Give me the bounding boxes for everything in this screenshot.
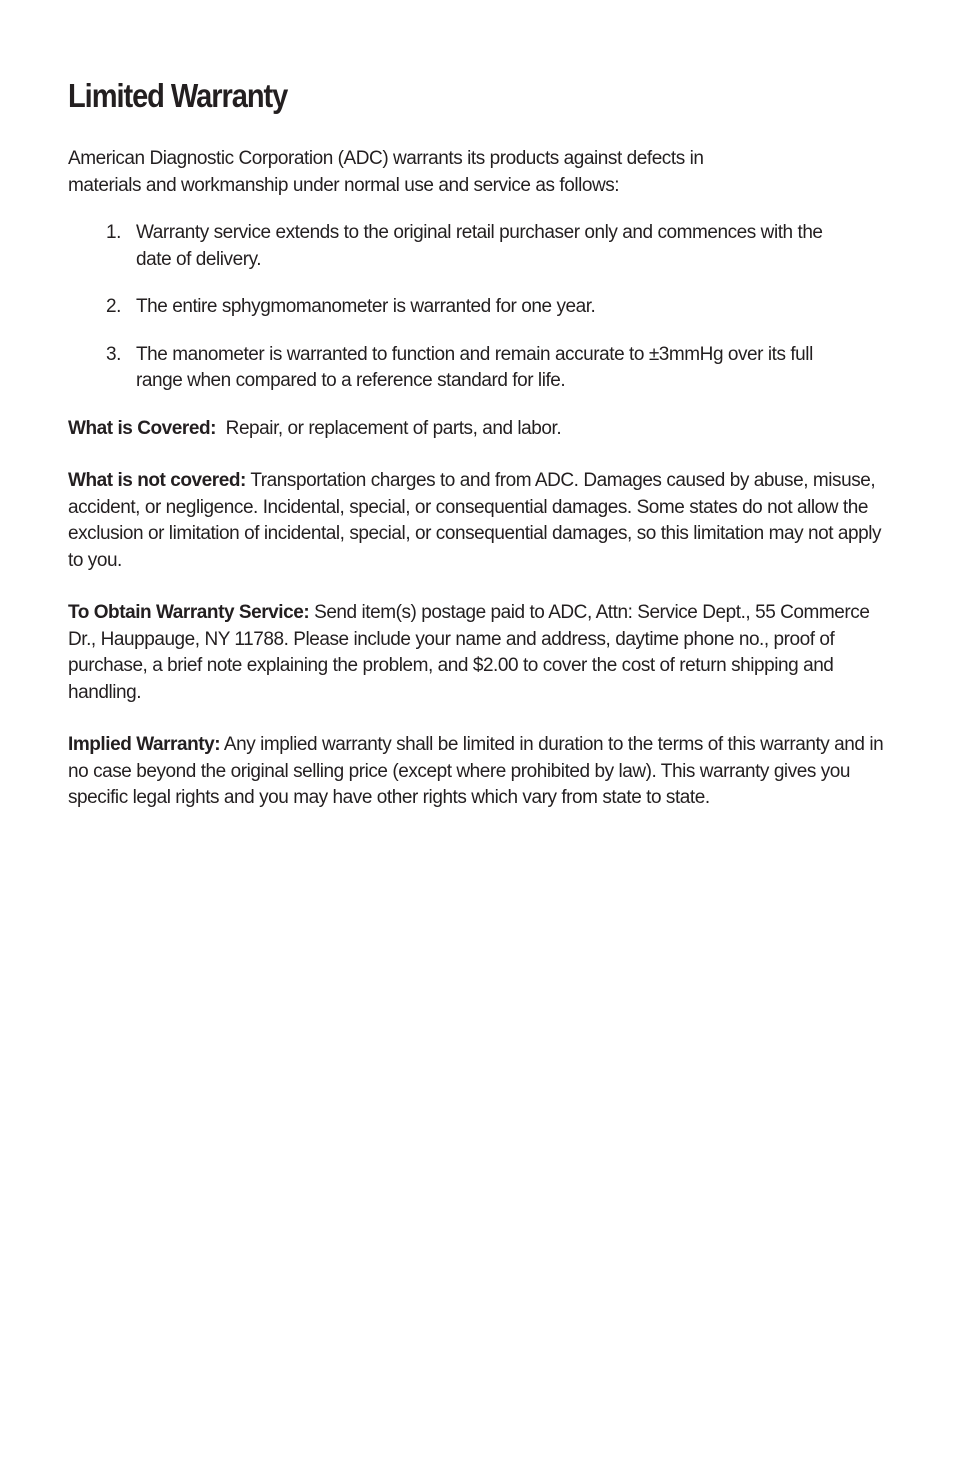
list-item-number: 2. [106, 296, 121, 317]
not-covered-paragraph [68, 468, 896, 574]
not-covered-text: Transportation charges to and from ADC. Damages caused by abuse, misuse, accident, or negligence. Incidental, special, or consequential damages. Some states do not allow the exclusion or limitation of incidental, special, or consequential damages, so this limitation may not apply to you. [68, 470, 882, 571]
list-item [106, 342, 826, 395]
obtain-service-paragraph [68, 600, 896, 706]
implied-warranty-label: Implied Warranty: [68, 734, 221, 755]
list-item-text: The entire sphygmomanometer is warranted for one year. [136, 296, 596, 317]
intro-paragraph: American Diagnostic Corporation (ADC) warrants its products against defects in materials and workmanship under normal use and service as follows: [68, 148, 704, 196]
covered-text: Repair, or replacement of parts, and labor. [225, 417, 562, 439]
page-title: Limited Warranty [68, 77, 288, 114]
implied-warranty-text: Any implied warranty shall be limited in duration to the terms of this warranty and in no case beyond the original selling price (except where prohibited by law). This warranty gives you specific legal rights and you may have other rights which vary from state to state. [68, 734, 884, 808]
implied-warranty-paragraph [68, 732, 896, 812]
list-item-text: Warranty service extends to the original retail purchaser only and commences with the date of delivery. [136, 222, 823, 270]
list-item-number: 1. [106, 222, 121, 243]
list-item [106, 220, 826, 273]
covered-label: What is Covered: [68, 417, 216, 439]
covered-paragraph [68, 416, 896, 443]
not-covered-label: What is not covered: [68, 470, 246, 491]
warranty-terms-list [68, 220, 826, 395]
obtain-service-text: Send item(s) postage paid to ADC, Attn: Service Dept., 55 Commerce Dr., Hauppauge, NY 11788. Please include your name and address, daytime phone no., proof of purchase, a brief note explaining the problem, and $2.00 to cover the cost of return shipping and handling. [68, 602, 870, 703]
list-item-text: The manometer is warranted to function and remain accurate to ±3mmHg over its full range when compared to a reference standard for life. [136, 343, 813, 391]
obtain-service-label: To Obtain Warranty Service: [68, 602, 310, 623]
warranty-page [68, 72, 896, 838]
list-item [106, 294, 826, 321]
list-item-number: 3. [106, 343, 121, 365]
